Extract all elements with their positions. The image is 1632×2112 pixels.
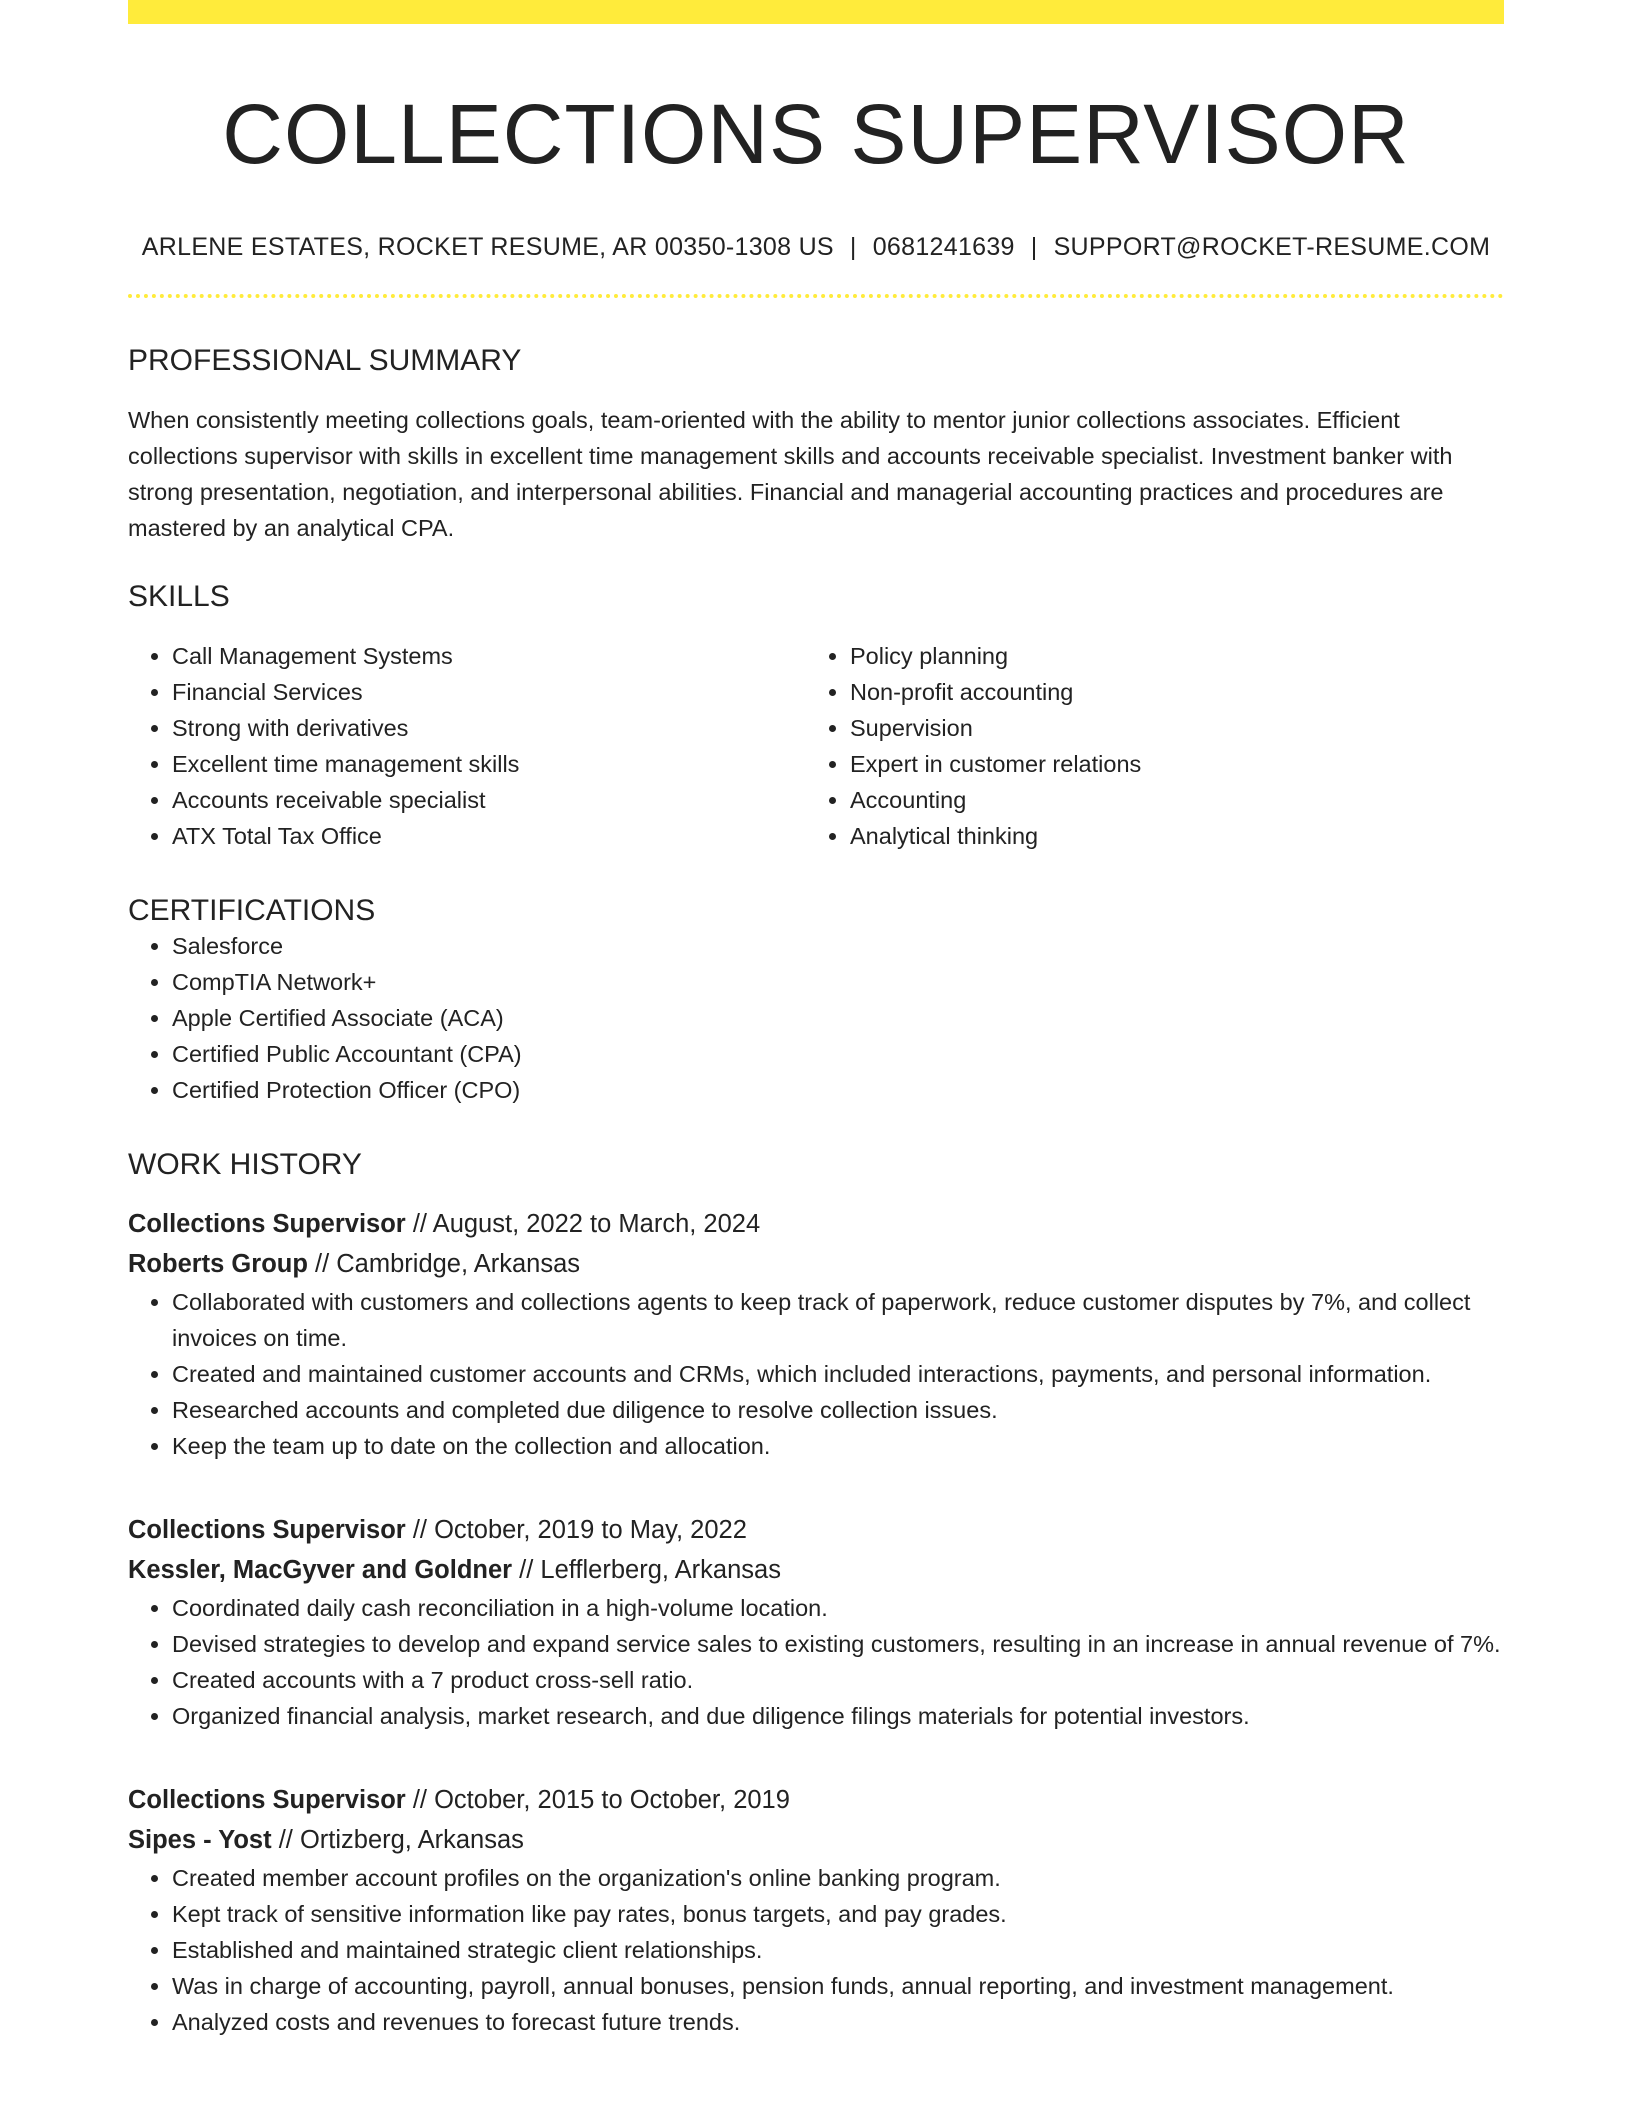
job-dates: // October, 2019 to May, 2022 xyxy=(405,1515,747,1544)
job-company: Sipes - Yost xyxy=(128,1825,272,1854)
job-bullets xyxy=(128,1860,1504,2040)
job-bullet: • Created member account profiles on the organization's online banking program. xyxy=(172,1860,1504,1896)
skill-item: • Financial Services xyxy=(172,674,806,710)
dotted-divider xyxy=(128,294,1504,298)
skill-item: • Strong with derivatives xyxy=(172,710,806,746)
contact-address: ARLENE ESTATES, ROCKET RESUME, AR 00350-1308 US xyxy=(141,232,834,261)
skill-item: • Analytical thinking xyxy=(850,818,1484,854)
job-company: Roberts Group xyxy=(128,1249,308,1278)
summary-heading: PROFESSIONAL SUMMARY xyxy=(128,343,522,377)
job-bullet: • Collaborated with customers and collections agents to keep track of paperwork, reduce customer disputes by 7%, and collect invoices on time. xyxy=(172,1284,1504,1356)
job-bullet: • Devised strategies to develop and expand service sales to existing customers, resulting in an increase in annual revenue of 7%. xyxy=(172,1626,1504,1662)
skills-column-right xyxy=(806,638,1484,854)
job-company-line xyxy=(128,1820,1504,1860)
job-bullets xyxy=(128,1590,1504,1734)
certification-item: • Salesforce xyxy=(172,928,1504,964)
contact-phone: 0681241639 xyxy=(872,232,1015,261)
job-location: // Lefflerberg, Arkansas xyxy=(512,1555,781,1584)
job-entry xyxy=(128,1204,1504,1464)
job-role: Collections Supervisor xyxy=(128,1209,406,1238)
skills-grid xyxy=(128,638,1504,854)
job-bullet: • Coordinated daily cash reconciliation in a high-volume location. xyxy=(172,1590,1504,1626)
resume-page xyxy=(128,0,1504,2040)
job-location: // Cambridge, Arkansas xyxy=(307,1249,581,1278)
job-bullet: • Was in charge of accounting, payroll, annual bonuses, pension funds, annual reporting, and investment management. xyxy=(172,1968,1504,2004)
job-location: // Ortizberg, Arkansas xyxy=(271,1825,524,1854)
job-bullet: • Analyzed costs and revenues to forecast future trends. xyxy=(172,2004,1504,2040)
job-bullet: • Researched accounts and completed due diligence to resolve collection issues. xyxy=(172,1392,1504,1428)
contact-separator: | xyxy=(1030,232,1038,261)
job-company: Kessler, MacGyver and Goldner xyxy=(128,1555,513,1584)
skill-item: • Supervision xyxy=(850,710,1484,746)
job-dates: // August, 2022 to March, 2024 xyxy=(405,1209,761,1238)
contact-email[interactable]: SUPPORT@ROCKET-RESUME.COM xyxy=(1053,232,1491,261)
job-entry xyxy=(128,1780,1504,2040)
skill-item: • Excellent time management skills xyxy=(172,746,806,782)
contact-separator: | xyxy=(849,232,857,261)
job-bullet: • Organized financial analysis, market research, and due diligence filings materials for potential investors. xyxy=(172,1698,1504,1734)
job-company-line xyxy=(128,1244,1504,1284)
job-role: Collections Supervisor xyxy=(128,1785,406,1814)
skills-list-left xyxy=(128,638,806,854)
work-history-heading: WORK HISTORY xyxy=(128,1147,362,1181)
certification-item: • Certified Public Accountant (CPA) xyxy=(172,1036,1504,1072)
skill-item: • Accounts receivable specialist xyxy=(172,782,806,818)
skills-column-left xyxy=(128,638,806,854)
job-company-line xyxy=(128,1550,1504,1590)
skill-item: • Accounting xyxy=(850,782,1484,818)
job-role-line xyxy=(128,1780,1504,1820)
job-bullet: • Kept track of sensitive information like pay rates, bonus targets, and pay grades. xyxy=(172,1896,1504,1932)
job-role-line xyxy=(128,1510,1504,1550)
job-entry xyxy=(128,1510,1504,1734)
skills-list-right xyxy=(806,638,1484,854)
job-bullet: • Created accounts with a 7 product cross-sell ratio. xyxy=(172,1662,1504,1698)
skill-item: • Non-profit accounting xyxy=(850,674,1484,710)
top-accent-bar xyxy=(128,0,1504,24)
skills-heading: SKILLS xyxy=(128,579,230,613)
job-role: Collections Supervisor xyxy=(128,1515,406,1544)
skill-item: • Call Management Systems xyxy=(172,638,806,674)
skill-item: • Policy planning xyxy=(850,638,1484,674)
certification-item: • Certified Protection Officer (CPO) xyxy=(172,1072,1504,1108)
skill-item: • ATX Total Tax Office xyxy=(172,818,806,854)
summary-text: When consistently meeting collections goals, team-oriented with the ability to mentor junior collections associates. Efficient collections supervisor with skills in excellent time management skills and accounts receivable specialist. Investment banker with strong presentation, negotiation, and interpersonal abilities. Financial and managerial accounting practices and procedures are mastered by an analytical CPA. xyxy=(128,406,1453,541)
certification-item: • Apple Certified Associate (ACA) xyxy=(172,1000,1504,1036)
certifications-list xyxy=(128,928,1504,1108)
job-bullet: • Established and maintained strategic client relationships. xyxy=(172,1932,1504,1968)
job-role-line xyxy=(128,1204,1504,1244)
skill-item: • Expert in customer relations xyxy=(850,746,1484,782)
certification-item: • CompTIA Network+ xyxy=(172,964,1504,1000)
job-bullet: • Keep the team up to date on the collection and allocation. xyxy=(172,1428,1504,1464)
contact-line xyxy=(128,233,1504,262)
job-dates: // October, 2015 to October, 2019 xyxy=(405,1785,790,1814)
job-bullet: • Created and maintained customer accounts and CRMs, which included interactions, payments, and personal information. xyxy=(172,1356,1504,1392)
certifications-heading: CERTIFICATIONS xyxy=(128,893,376,927)
resume-title: COLLECTIONS SUPERVISOR xyxy=(222,87,1410,181)
job-bullets xyxy=(128,1284,1504,1464)
